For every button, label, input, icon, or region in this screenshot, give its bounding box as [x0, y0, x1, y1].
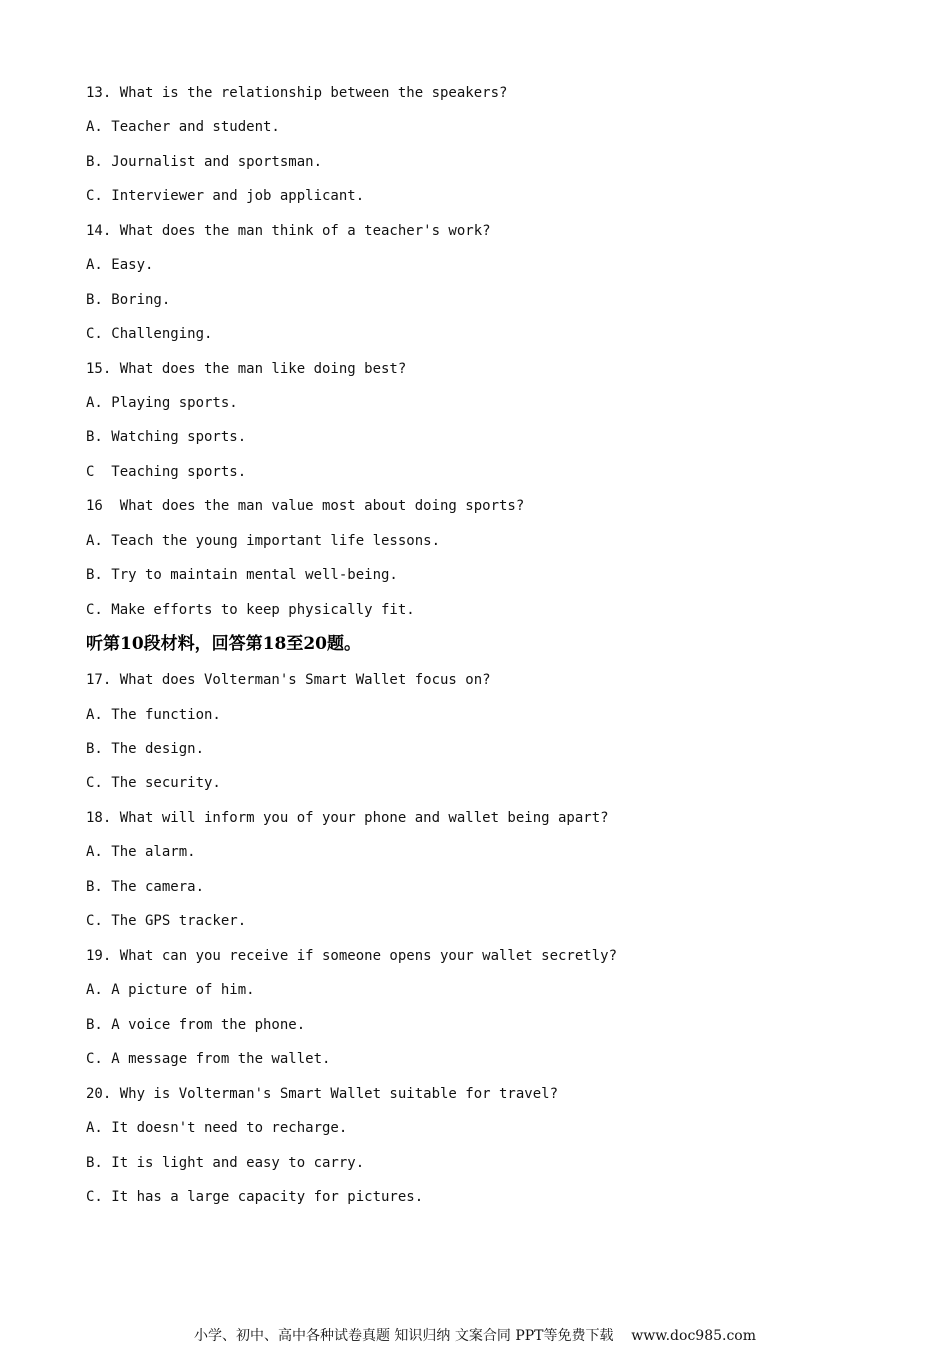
question-18: 18. What will inform you of your phone and wallet being apart?	[86, 810, 609, 826]
option: A. Easy.	[86, 257, 154, 273]
option: A. A picture of him.	[86, 982, 255, 998]
question-13: 13. What is the relationship between the speakers?	[86, 85, 508, 101]
option: B. Boring.	[86, 292, 171, 308]
option: C Teaching sports.	[86, 464, 247, 480]
option: B. The design.	[86, 741, 205, 757]
option: C. A message from the wallet.	[86, 1051, 331, 1067]
question-17: 17. What does Volterman's Smart Wallet focus on?	[86, 672, 491, 688]
option: C. It has a large capacity for pictures.	[86, 1189, 424, 1205]
question-14: 14. What does the man think of a teacher's work?	[86, 223, 491, 239]
option: C. Make efforts to keep physically fit.	[86, 602, 415, 618]
page-footer[interactable]: 小学、初中、高中各种试卷真题 知识归纳 文案合同 PPT等免费下载 www.doc985.com	[193, 1328, 756, 1344]
section-heading: 听第10段材料，回答第18至20题。	[86, 634, 361, 654]
option: C. Interviewer and job applicant.	[86, 188, 365, 204]
option: B. It is light and easy to carry.	[86, 1155, 365, 1171]
option: A. Teacher and student.	[86, 119, 280, 135]
option: C. The security.	[86, 775, 221, 791]
option: B. Try to maintain mental well-being.	[86, 567, 398, 583]
option: A. Teach the young important life lessons.	[86, 533, 441, 549]
question-16: 16 What does the man value most about doing sports?	[86, 498, 525, 514]
option: B. Journalist and sportsman.	[86, 154, 323, 170]
option: C. The GPS tracker.	[86, 913, 247, 929]
option: B. A voice from the phone.	[86, 1017, 306, 1033]
option: A. The alarm.	[86, 844, 196, 860]
option: C. Challenging.	[86, 326, 213, 342]
option: A. Playing sports.	[86, 395, 238, 411]
option: A. The function.	[86, 707, 221, 723]
option: B. Watching sports.	[86, 429, 247, 445]
option: A. It doesn't need to recharge.	[86, 1120, 348, 1136]
question-20: 20. Why is Volterman's Smart Wallet suitable for travel?	[86, 1086, 559, 1102]
option: B. The camera.	[86, 879, 205, 895]
question-15: 15. What does the man like doing best?	[86, 361, 407, 377]
question-19: 19. What can you receive if someone opens your wallet secretly?	[86, 948, 618, 964]
